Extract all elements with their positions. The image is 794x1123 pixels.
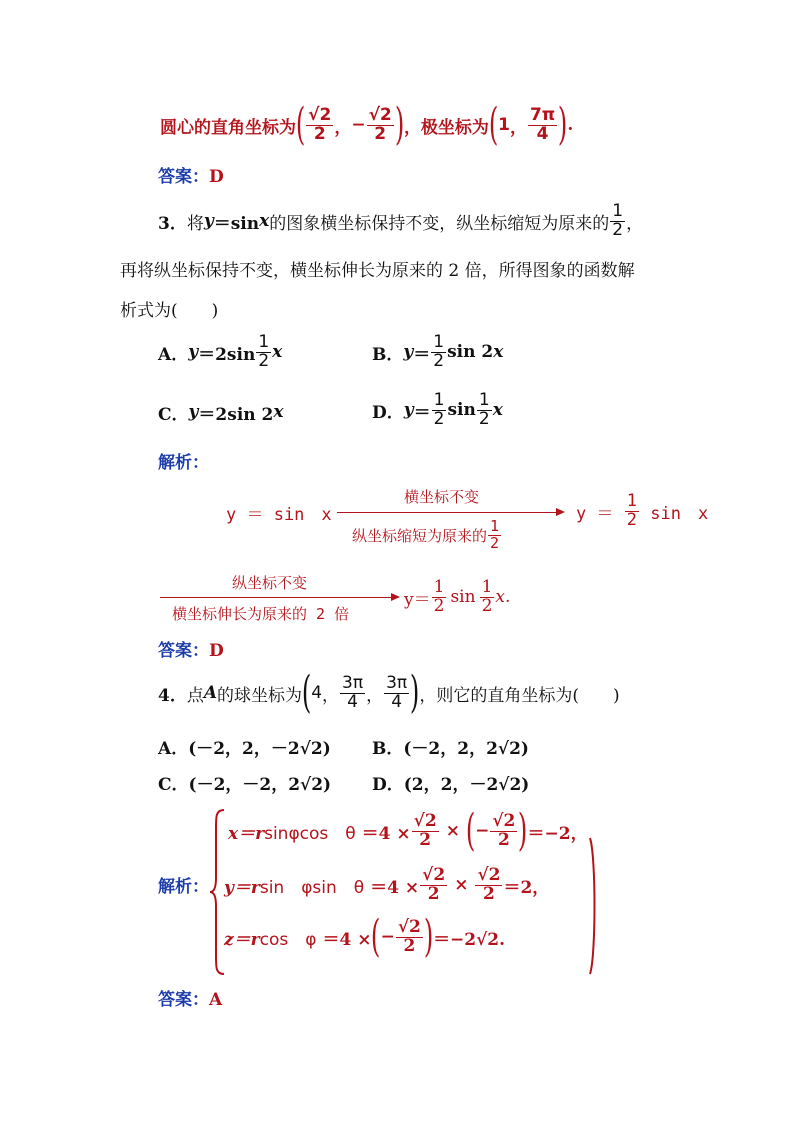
math-eq: ＝ (413, 402, 431, 423)
q4-option-c[interactable]: C．(－2，－2，2√2) (158, 775, 332, 795)
frac-den: 4 (391, 691, 403, 712)
math-text: ＝2， (503, 877, 550, 898)
math-y: y (188, 402, 199, 422)
frac-num: √2 (397, 916, 421, 937)
fraction-3pi-over-4 (340, 672, 365, 712)
fraction-1-over-2 (610, 200, 625, 240)
answer-2 (158, 636, 224, 661)
math-x: x (493, 342, 504, 362)
frac-den: 2 (313, 123, 326, 144)
math-x: x (272, 342, 283, 362)
analysis-label-2: 解析： (158, 877, 209, 897)
frac-num: √2 (413, 810, 437, 831)
arrow1-bottom-text (352, 514, 502, 556)
frac-num: 1 (433, 389, 445, 410)
right-paren-icon: ) (423, 911, 434, 962)
math-x: x (259, 211, 270, 231)
fraction-1-over-2 (256, 331, 271, 371)
right-paren-icon: ) (518, 805, 528, 856)
frac-den: 2 (478, 408, 490, 429)
frac-den: 2 (258, 350, 270, 371)
frac-num: 1 (612, 200, 624, 221)
answer-label: 答案： (158, 641, 209, 661)
frac-den: 2 (612, 219, 624, 240)
q3-option-a[interactable] (158, 332, 282, 372)
frac-num: √2 (477, 864, 501, 885)
comma: ， (509, 117, 527, 138)
fraction-rt2-over-2-b (367, 104, 394, 144)
stem-text: 将 (186, 213, 204, 234)
right-paren-icon: ) (410, 667, 420, 718)
fraction-1-over-2 (480, 576, 495, 616)
frac-num: 1 (433, 576, 445, 597)
frac-num: √2 (422, 864, 446, 885)
transform-arrow-1 (337, 512, 563, 513)
math-text: x＝r (228, 823, 265, 844)
q3-stem-line3: 析式为( ) (120, 301, 219, 321)
fraction-3pi-over-4 (384, 672, 409, 712)
math-y: y (403, 400, 414, 420)
math-text: ＝4 × (322, 929, 372, 950)
math-y: y (203, 211, 214, 231)
math-text: sin x (650, 503, 709, 524)
option-label: C． (158, 404, 189, 425)
radius-value: 4 (311, 683, 323, 703)
stem-text: ， (626, 213, 644, 234)
line1-prefix: 圆心的直角坐标为 (160, 117, 296, 138)
period: . (567, 115, 574, 135)
math-text: ＝−2， (527, 823, 588, 844)
fraction-rt2-over-2 (412, 810, 439, 850)
equation-row-x (228, 804, 588, 858)
frac-den: 2 (497, 829, 510, 850)
q4-stem (158, 666, 620, 720)
math-text: sin (447, 400, 476, 420)
answer-label: 答案： (158, 167, 209, 187)
left-paren-icon: ( (488, 99, 499, 150)
fraction-rt2-over-2 (420, 864, 447, 904)
fraction-7pi-over-4 (528, 104, 557, 144)
fraction-rt2-over-2 (490, 810, 517, 850)
arrow2-top-text: 纵坐标不变 (232, 574, 308, 592)
math-text: ＝2sin 2 (198, 404, 274, 425)
minus-sign: − (380, 927, 395, 947)
option-label: D． (372, 402, 404, 423)
frac-den: 2 (481, 595, 493, 616)
right-paren-icon: ) (394, 99, 405, 150)
q3-option-b[interactable] (372, 332, 503, 372)
math-text: sin φsin θ (259, 877, 365, 898)
fraction-rt2-over-2 (306, 104, 333, 144)
math-text: × (454, 875, 469, 895)
fraction-1-over-2 (488, 516, 501, 552)
answer-value: D (209, 167, 224, 187)
arrow1-bottom-label: 纵坐标缩短为原来的 (352, 526, 488, 545)
comma: ， (334, 117, 352, 138)
equation-row-y (224, 858, 549, 912)
derivation-start: y ＝ sin x (226, 505, 332, 525)
left-paren-icon: ( (465, 805, 476, 856)
frac-num: 1 (626, 490, 637, 511)
math-text: y＝ (404, 589, 431, 610)
q3-option-c[interactable] (158, 392, 284, 432)
frac-den: 2 (374, 123, 387, 144)
stem-text: ，则它的直角坐标为( ) (419, 685, 620, 706)
math-x: x (492, 400, 503, 420)
math-eq: ＝ (413, 344, 431, 365)
frac-den: 2 (427, 883, 440, 904)
frac-den: 2 (433, 408, 445, 429)
line1-mid: ，极坐标为 (403, 117, 489, 138)
derivation-result-2 (404, 574, 510, 620)
frac-num: 1 (481, 576, 493, 597)
frac-num: √2 (308, 104, 332, 125)
equation-row-z (224, 910, 505, 964)
minus-sign: − (351, 115, 366, 135)
math-text: cos φ (259, 929, 317, 950)
comma: ， (366, 685, 384, 706)
math-y: y (403, 342, 414, 362)
frac-num: 3π (342, 672, 364, 693)
fraction-1-over-2 (432, 576, 447, 616)
math-text: x. (495, 587, 511, 607)
math-text: ＝−2√2. (433, 929, 506, 950)
math-text: ＝4 × (370, 877, 420, 898)
q4-option-b[interactable]: B．(－2，2，2√2) (372, 739, 529, 759)
math-text: sin 2 (447, 342, 494, 362)
frac-den: 2 (419, 829, 432, 850)
stem-text: 点 (186, 685, 204, 706)
math-text: sin (450, 587, 476, 607)
q4-option-a[interactable]: A．(－2，2，－2√2) (158, 739, 331, 759)
right-bar-icon (586, 836, 600, 976)
fraction-rt2-over-2 (475, 864, 502, 904)
fraction-1-over-2 (625, 490, 639, 530)
polar-r: 1 (498, 115, 510, 135)
frac-num: 3π (386, 672, 408, 693)
minus-sign: − (475, 821, 490, 841)
transform-arrow-2 (160, 597, 398, 598)
answer-3 (158, 985, 222, 1010)
point-A: A (203, 683, 218, 703)
frac-den: 2 (483, 883, 495, 904)
question-number: 3． (158, 213, 187, 234)
frac-den: 2 (490, 533, 500, 552)
math-text: ＝2sin (198, 344, 256, 365)
answer-value: A (209, 990, 223, 1010)
frac-den: 2 (626, 509, 637, 530)
left-paren-icon: ( (295, 99, 306, 150)
q3-option-d[interactable] (372, 386, 503, 434)
option-label: B． (372, 344, 404, 365)
q4-option-d[interactable]: D．(2，2，－2√2) (372, 775, 530, 795)
frac-num: 7π (529, 104, 556, 125)
math-text: z＝r (224, 929, 260, 950)
comma: ， (322, 685, 340, 706)
frac-den: 2 (433, 595, 445, 616)
stem-text: 的图象横坐标保持不变，纵坐标缩短为原来的 (269, 213, 610, 234)
frac-num: √2 (492, 810, 516, 831)
math-text: y ＝ (576, 503, 614, 524)
frac-num: 1 (258, 331, 270, 352)
frac-den: 4 (536, 123, 549, 144)
math-text: ＝4 × (361, 823, 411, 844)
option-label: A． (158, 344, 189, 365)
q3-stem-line2: 再将纵坐标保持不变，横坐标伸长为原来的 2 倍，所得图象的函数解 (120, 261, 635, 281)
answer-label: 答案： (158, 990, 209, 1010)
derivation-result-1 (576, 488, 708, 534)
fraction-1-over-2 (431, 331, 446, 371)
fraction-1-over-2 (432, 389, 447, 429)
arrow1-top-text: 横坐标不变 (404, 488, 480, 506)
math-eq-sin: ＝sin (213, 213, 260, 234)
left-paren-icon: ( (301, 667, 312, 718)
answer-value: D (209, 641, 224, 661)
frac-num: 1 (433, 331, 445, 352)
answer-1 (158, 162, 224, 187)
math-y: y (188, 342, 199, 362)
polar-coord-line (160, 98, 573, 152)
math-text: × (445, 821, 460, 841)
frac-den: 4 (347, 691, 358, 712)
fraction-rt2-over-2 (396, 916, 423, 956)
stem-text: 的球坐标为 (217, 685, 303, 706)
q3-stem-line1 (158, 198, 643, 244)
arrow2-bottom-text: 横坐标伸长为原来的 2 倍 (172, 605, 350, 623)
frac-num: 1 (478, 389, 490, 410)
question-number: 4． (158, 685, 187, 706)
fraction-1-over-2 (477, 389, 492, 429)
analysis-label: 解析： (158, 453, 209, 473)
frac-num: 1 (490, 516, 500, 535)
right-paren-icon: ) (558, 99, 568, 150)
frac-num: √2 (368, 104, 392, 125)
frac-den: 2 (403, 935, 416, 956)
math-text: y＝r (224, 877, 260, 898)
frac-den: 2 (433, 350, 445, 371)
left-paren-icon: ( (371, 911, 381, 962)
math-text: sinφcos θ (264, 823, 356, 844)
math-x: x (273, 402, 284, 422)
